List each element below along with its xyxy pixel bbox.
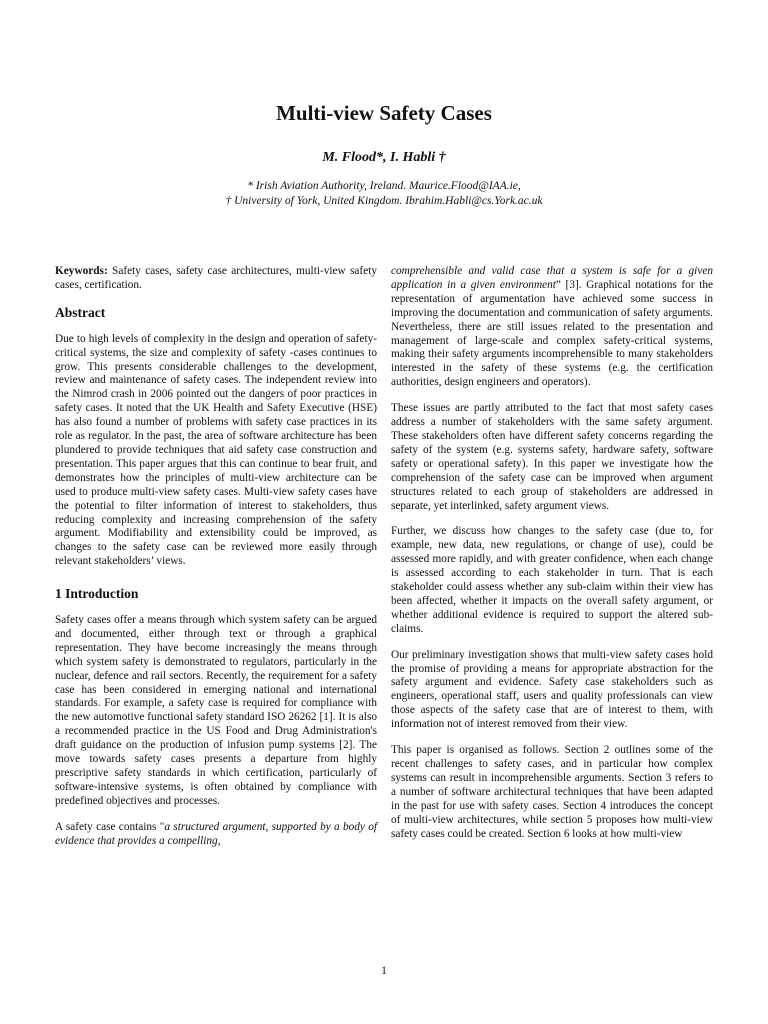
keywords	[55, 265, 377, 293]
keywords-text: Safety cases, safety case architectures, multi-view safety cases, certification.	[55, 265, 377, 291]
intro-paragraph-1: Safety cases offer a means through which system safety can be argued and documented, either through text or through a graphical representation. They have become increasingly the means through which system safety is demonstrated to regulators, particularly in the nuclear, defence and rail sectors. Recently, the requirement for a safety case has been considered in emerging national and international standards. For example, a safety case is required for compliance with the new automotive functional safety standard ISO 26262 [1]. It is also a recommended practice in the US Food and Drug Administration's draft guidance on the production of infusion pump systems [2]. The move towards safety cases presents a departure from highly prescriptive safety standards in which certification, particularly of software-intensive systems, is often obtained by compliance with predefined objectives and processes.	[55, 614, 377, 807]
right-paragraph-3: Further, we discuss how changes to the safety case (due to, for example, new data, new regulations, or change of use), could be assessed more rapidly, and with greater confidence, when each change is assessed according to each stakeholder in turn. That is each stakeholder could assess whether any sub-claim within their view has been affected, whether it impacts on the overall safety argument, or whether additional evidence is required to support the altered sub-claims.	[391, 525, 713, 635]
right-column	[391, 265, 713, 853]
intro-paragraph-2	[55, 821, 377, 849]
right-paragraph-4: Our preliminary investigation shows that multi-view safety cases hold the promise of providing a means for appropriate abstraction for the safety argument and evidence. Safety case stakeholders such as engineers, operational staff, users and quality professionals can view those aspects of the safety case that are of interest to them, with information not of interest removed from their view.	[391, 648, 713, 731]
right-paragraph-5: This paper is organised as follows. Section 2 outlines some of the recent challenges to safety cases, and in particular how complex systems can result in incomprehensible arguments. Section 3 refers to a number of software architectural techniques that have been adapted in the past for use with safety cases. Section 4 introduces the concept of multi-view architectures, while section 5 proposes how multi-view safety cases could be created. Section 6 looks at how multi-view	[391, 744, 713, 840]
affiliation-2: † University of York, United Kingdom. Ibrahim.Habli@cs.York.ac.uk	[225, 195, 543, 207]
paper-title: Multi-view Safety Cases	[276, 101, 492, 125]
right-paragraph-1-quote: comprehensible and valid case that a system is safe for a given application in a given environment	[391, 265, 713, 291]
abstract-text: Due to high levels of complexity in the design and operation of safety-critical systems, the size and complexity of safety -cases continues to grow. This presents considerable challenges to the development, review and maintenance of safety cases. The independent review into the Nimrod crash in 2006 pointed out the dangers of poor practices in safety cases. It noted that the UK Health and Safety Executive (HSE) has also found a number of problems with safety case practices in its role as regulator. In the past, the area of software architecture has been plundered to provide techniques that aid safety case construction and presentation. This paper argues that this can continue to bear fruit, and demonstrates how the principles of multi-view architecture can be used to produce multi-view safety cases. Multi-view safety cases have the potential to filter information of interest to stakeholders, thus reducing complexity and increasing comprehension of the safety argument. Modifiability and extensibility could be improved, as changes to the safety case can be reviewed more easily through relevant stakeholders’ views.	[55, 332, 377, 568]
keywords-label: Keywords:	[55, 265, 108, 277]
right-paragraph-1-rest: ” [3]. Graphical notations for the representation of argumentation have achieved some success in improving the documentation and communication of safety arguments. Nevertheless, there are still issues related to the presentation and management of large-scale and complex safety-critical systems, making their safety arguments incomprehensible to many stakeholders interested in the safety of these systems (e.g. the certification authorities, design engineers and operators).	[391, 278, 713, 389]
intro-paragraph-2-lead: A safety case contains "	[55, 820, 165, 833]
left-column	[55, 265, 377, 861]
abstract-heading: Abstract	[55, 304, 106, 320]
right-paragraph-2: These issues are partly attributed to the fact that most safety cases address a number of stakeholders with the same safety argument. These stakeholders often have different safety concerns regarding the safety of the system (e.g. systems safety, hardware safety, software safety or operational safety). In this paper we investigate how the comprehension of the safety case can be improved when argument structures related to each group of stakeholders are addressed in separate, yet interlinked, safety argument views.	[391, 402, 713, 512]
affiliation-1: * Irish Aviation Authority, Ireland. Maurice.Flood@IAA.ie,	[247, 180, 521, 192]
intro-paragraph-2-quote: a structured argument, supported by a body of evidence that provides a compelling,	[55, 820, 377, 847]
page-number: 1	[381, 965, 387, 977]
paper-authors: M. Flood*, I. Habli †	[322, 150, 446, 165]
introduction-heading: 1 Introduction	[55, 586, 139, 602]
right-paragraph-1	[391, 265, 713, 390]
